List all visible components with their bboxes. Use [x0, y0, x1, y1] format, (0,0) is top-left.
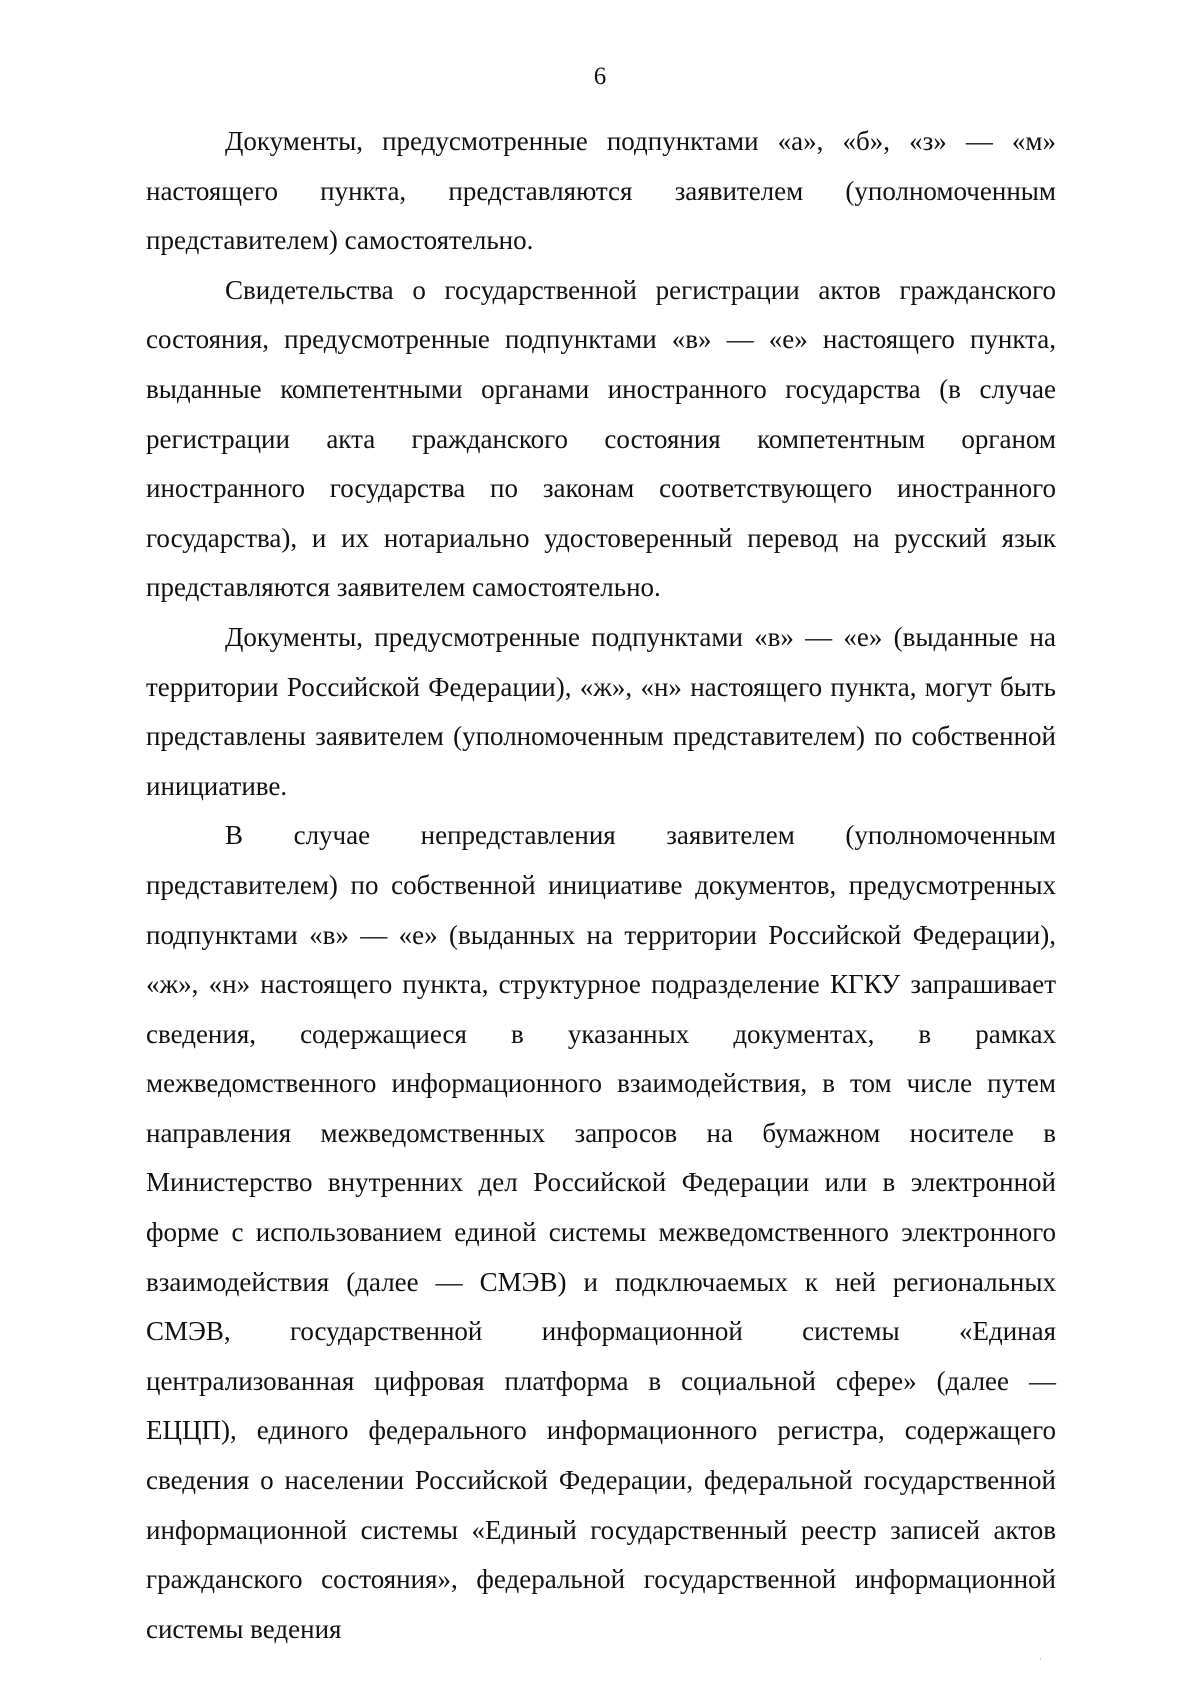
document-body	[146, 117, 1056, 1654]
paragraph-own-initiative: Документы, предусмотренные подпунктами «в» — «е» (выданные на территории Российской Федерации), «ж», «н» настоящего пункта, могут быть представлены заявителем (уполномоченным представителем) по собственной инициативе.	[146, 621, 1056, 801]
page-number: 6	[593, 63, 607, 90]
scan-speck	[1040, 1658, 1041, 1660]
paragraph-foreign-certificates: Свидетельства о государственной регистрации актов гражданского состояния, предусмотренные подпунктами «в» — «е» настоящего пункта, выданные компетентными органами иностранного государства (в случае регистрации акта гражданского состояния компетентным органом иностранного государства по законам соответствующего иностранного государства), и их нотариально удостоверенный перевод на русский язык представляются заявителем самостоятельно.	[146, 274, 1056, 603]
paragraph-interagency-requests: В случае непредставления заявителем (уполномоченным представителем) по собственной инициативе документов, предусмотренных подпунктами «в» — «е» (выданных на территории Российской Федерации), «ж», «н» настоящего пункта, структурное подразделение КГКУ запрашивает сведения, содержащиеся в указанных документах, в рамках межведомственного информационного взаимодействия, в том числе путем направления межведомственных запросов на бумажном носителе в Министерство внутренних дел Российской Федерации или в электронной форме с использованием единой системы межведомственного электронного взаимодействия (далее — СМЭВ) и подключаемых к ней региональных СМЭВ, государственной информационной системы «Единая централизованная цифровая платформа в социальной сфере» (далее — ЕЦЦП), единого федерального информационного регистра, содержащего сведения о населении Российской Федерации, федеральной государственной информационной системы «Единый государственный реестр записей актов гражданского состояния», федеральной государственной информационной системы ведения	[146, 820, 1056, 1644]
paragraph-documents-self-submitted: Документы, предусмотренные подпунктами «а», «б», «з» — «м» настоящего пункта, представляются заявителем (уполномоченным представителем) самостоятельно.	[146, 126, 1056, 256]
